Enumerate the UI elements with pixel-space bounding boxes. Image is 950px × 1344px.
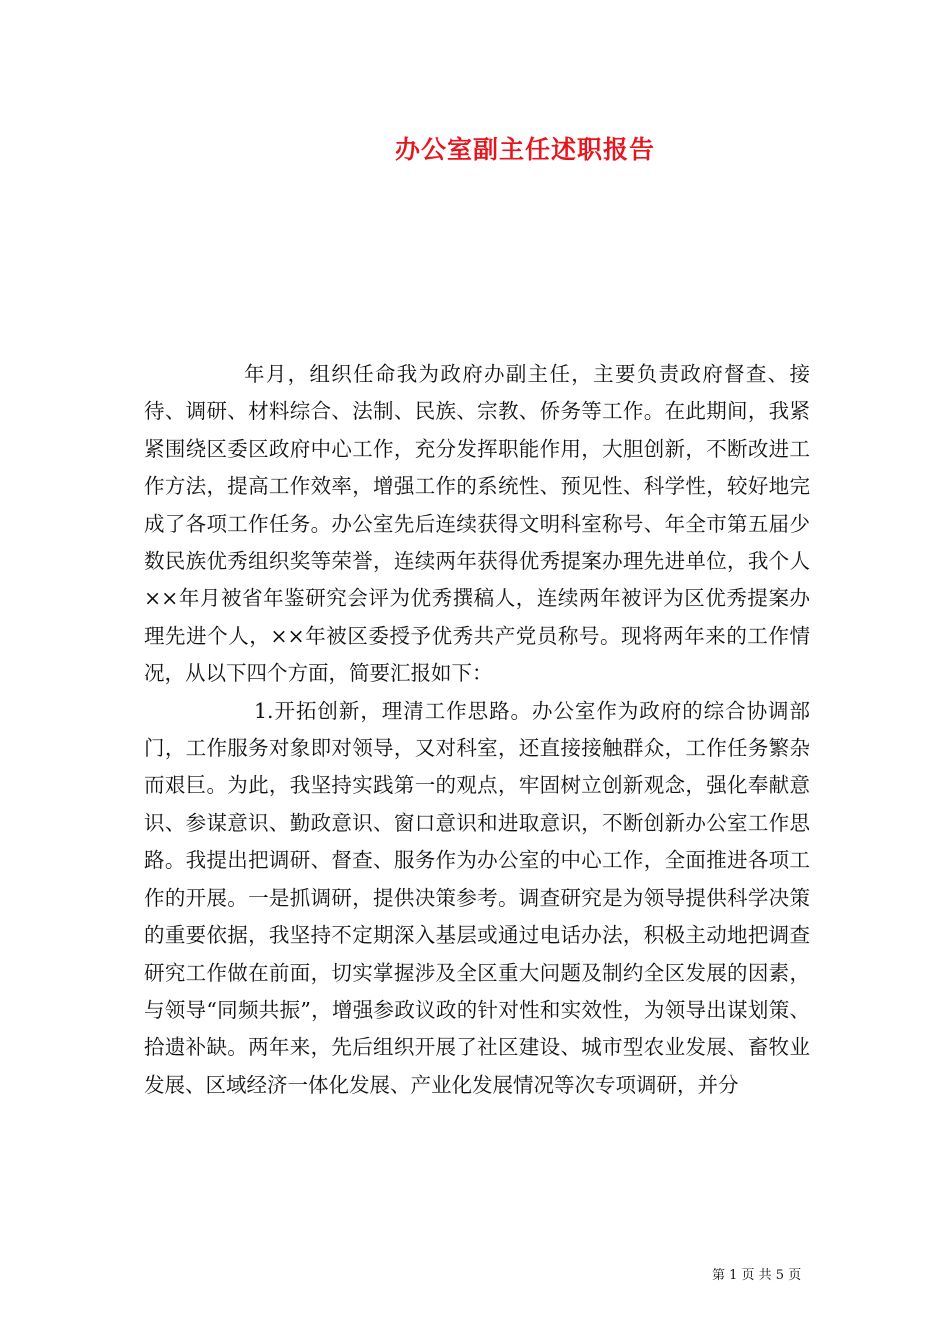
document-title: 办公室副主任述职报告 bbox=[394, 135, 655, 164]
document-body bbox=[144, 356, 810, 1104]
page-number-footer: 第 1 页 共 5 页 bbox=[712, 1268, 802, 1283]
paragraph-intro: 年月，组织任命我为政府办副主任，主要负责政府督查、接待、调研、材料综合、法制、民族、宗教、侨务等工作。在此期间，我紧紧围绕区委区政府中心工作，充分发挥职能作用，大胆创新，不断改进工作方法，提高工作效率，增强工作的系统性、预见性、科学性，较好地完成了各项工作任务。办公室先后连续获得文明科室称号、年全市第五届少数民族优秀组织奖等荣誉，连续两年获得优秀提案办理先进单位，我个人××年月被省年鉴研究会评为优秀撰稿人，连续两年被评为区优秀提案办理先进个人，××年被区委授予优秀共产党员称号。现将两年来的工作情况，从以下四个方面，简要汇报如下： bbox=[144, 362, 810, 686]
paragraph-section-1: 1.开拓创新，理清工作思路。办公室作为政府的综合协调部门，工作服务对象即对领导，又对科室，还直接接触群众，工作任务繁杂而艰巨。为此，我坚持实践第一的观点，牢固树立创新观念，强化奉献意识、参谋意识、勤政意识、窗口意识和进取意识，不断创新办公室工作思路。我提出把调研、督查、服务作为办公室的中心工作，全面推进各项工作的开展。一是抓调研，提供决策参考。调查研究是为领导提供科学决策的重要依据，我坚持不定期深入基层或通过电话办法，积极主动地把调查研究工作做在前面，切实掌握涉及全区重大问题及制约全区发展的因素，与领导“同频共振”，增强参政议政的针对性和实效性，为领导出谋划策、拾遗补缺。两年来，先后组织开展了社区建设、城市型农业发展、畜牧业发展、区域经济一体化发展、产业化发展情况等次专项调研，并分 bbox=[144, 698, 810, 1097]
